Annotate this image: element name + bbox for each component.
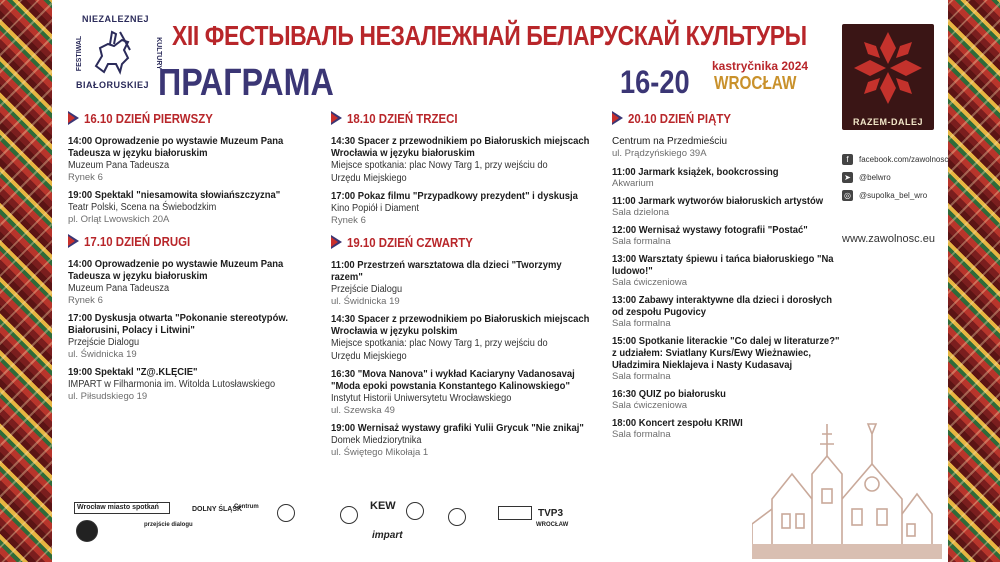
event-place: Miejsce spotkania: plac Nowy Targ 1, przy wejściu do Urzędu Miejskiego [331,160,548,184]
event-title: 12:00 Wernisaż wystawy fotografii "Postać" [612,224,808,236]
event-place: Muzeum Pana Tadeusza [68,283,170,294]
event-title: 14:00 Oprowadzenie po wystawie Muzeum Pana Tadeusza w języku białoruskim [68,135,284,159]
w-logo-icon [76,520,98,542]
event-title: 19:00 Wernisaż wystawy grafiki Yulii Grycuk "Nie znikaj" [331,422,584,434]
arrow-icon [612,111,623,125]
event-title: 14:30 Spacer z przewodnikiem po Białoruskich miejscach Wrocławia w języku białoruskim [331,135,590,159]
sponsor-logos [72,500,572,552]
event-place: Domek Miedziorytnika [331,435,422,446]
website-link[interactable]: www.zawolnosc.eu [842,233,935,245]
venue-name: Centrum na Przedmieściu [612,136,728,147]
event-room: Sala formalna [612,236,671,247]
festival-month: kastryčnika 2024 [712,59,809,73]
event-place: Muzeum Pana Tadeusza [68,160,170,171]
event-address: ul. Świdnicka 19 [68,349,137,360]
wroclaw-logo-text: Wrocław miasto spotkań [77,504,159,511]
day-16 [68,108,328,226]
day-header [68,231,328,251]
social-facebook[interactable] [842,150,952,168]
instagram-icon: ◎ [842,190,853,201]
day-18 [331,108,591,227]
event-title: 17:00 Pokaz filmu "Przypadkowy prezydent" i dyskusja [331,190,578,202]
day-title: 18.10 DZIEŃ TRZECI [347,110,458,126]
logo-text-left: FESTIWAL [76,35,84,72]
logo-text-bottom: BIAŁORUSKIEJ [76,80,150,90]
event [331,259,591,308]
social-text: @belwro [859,172,891,182]
event-title: 14:30 Spacer z przewodnikiem po Białoruskich miejscach Wrocławia w języku polskim [331,313,590,337]
kew-logo-text: KEW [370,500,396,512]
event [612,335,840,383]
day-header [331,232,591,252]
event [612,195,840,219]
event-title: 19:00 Spektakl "niesamowita słowiańszczyzna" [68,189,281,201]
event [612,166,840,190]
razem-dalej-label: RAZEM-DALEJ [853,117,923,127]
razem-dalej-logo [842,24,934,130]
event-title: 14:00 Oprowadzenie po wystawie Muzeum Pana Tadeusza w języku białoruskim [68,258,284,282]
event [68,312,328,361]
event-title: 15:00 Spotkanie literackie "Co dalej w literaturze?" z udziałem: Sviatlany Kurs/Ewy Wieżnawiec, Uładzimira Nieklajeva i Nasty Kudasavaj [612,335,840,371]
event-room: Sala formalna [612,371,671,382]
event-title: 13:00 Zabawy interaktywne dla dzieci i dorosłych od zespołu Pugovicy [612,294,833,318]
arrow-icon [68,234,79,248]
day-title: 17.10 DZIEŃ DRUGI [84,233,191,249]
event [331,368,591,417]
logo-text-top: NIEZALEZNEJ [82,14,150,24]
event [612,253,840,289]
event [331,313,591,363]
event-address: pl. Orląt Lwowskich 20A [68,214,170,225]
event [331,135,591,185]
event-title: 19:00 Spektakl "Z@.KLĘCIE" [68,366,198,378]
town-hall-illustration [752,404,942,559]
social-instagram[interactable] [842,186,952,204]
partner-logo-icon [340,506,358,524]
event-place: Instytut Historii Uniwersytetu Wrocławskiego [331,393,512,404]
arrow-icon [331,235,342,249]
event-room: Sala formalna [612,318,671,329]
column-3 [612,108,840,446]
venue-address: ul. Prądzyńskiego 39A [612,148,707,159]
event-room: Akwarium [612,178,654,189]
ornament-star-icon [850,28,926,108]
day-title: 19.10 DZIEŃ CZWARTY [347,234,473,250]
event-place: Teatr Polski, Scena na Świebodzkim [68,202,217,213]
event [68,258,328,307]
event-title: 17:00 Dyskusja otwarta "Pokonanie stereotypów. Białorusini, Polacy i Litwini" [68,312,288,336]
day-20 [612,108,840,441]
event-address: ul. Świdnicka 19 [331,296,400,307]
event-address: ul. Szewska 49 [331,405,395,416]
arrow-icon [68,111,79,125]
social-text: facebook.com/zawolnosc [859,154,949,164]
social-text: @supolka_bel_wro [859,190,928,200]
social-links [842,150,952,204]
event-address: ul. Piłsudskiego 19 [68,391,148,402]
ornament-border-right [948,0,1000,562]
program-heading: ПРАГРАМА [158,62,334,104]
social-telegram[interactable] [842,168,952,186]
day-17 [68,231,328,403]
logo-text-right: KULTURY [154,37,162,70]
ornament-border-left [0,0,52,562]
event [68,366,328,403]
event-room: Sala formalna [612,429,671,440]
arrow-icon [331,111,342,125]
tvp-logo-text: TVP3 [538,508,564,519]
event [612,224,840,248]
event-place: Kino Popiół i Diament [331,203,419,214]
event-room: Sala dzielona [612,207,670,218]
day-title: 20.10 DZIEŃ PIĄTY [628,110,732,126]
event-address: Rynek 6 [68,295,103,306]
event-title: 13:00 Warsztaty śpiewu i tańca białoruskiego "Na ludowo!" [612,253,834,277]
event-place: Miejsce spotkania: plac Nowy Targ 1, przy wejściu do Urzędu Miejskiego [331,338,548,362]
festival-dates: 16-20 [620,64,690,100]
partner-logo-icon [277,504,295,522]
centrum-logo-text: Centrum [234,504,259,510]
dolny-slask-logo-text: DOLNY ŚLĄSK [192,506,243,513]
przejscie-logo-text: przejście dialogu [144,522,193,528]
tvp-city-text: WROCŁAW [536,522,569,528]
event-title: 16:30 QUIZ po białorusku [612,388,726,400]
day-header [612,108,840,128]
event-place: Przejście Dialogu [331,284,403,295]
day-19 [331,232,591,459]
event-room: Sala ćwiczeniowa [612,277,687,288]
festival-title: XII ФЕСТЫВАЛЬ НЕЗАЛЕЖНАЙ БЕЛАРУСКАЙ КУЛЬТУРЫ [172,20,807,51]
event-place: IMPART w Filharmonia im. Witolda Lutosławskiego [68,379,276,390]
event-title: 11:00 Jarmark wytworów białoruskich artystów [612,195,824,207]
event-title: 11:00 Jarmark książek, bookcrossing [612,166,779,178]
event-title: 16:30 "Mova Nanova" i wykład Kaciaryny Vadanosavaj "Moda epoki powstania Konstantego Kalinowskiego" [331,368,575,392]
event [612,294,840,330]
event-address: Rynek 6 [68,172,103,183]
event [68,189,328,226]
event-place: Przejście Dialogu [68,337,140,348]
partner-logo-icon [406,502,424,520]
festival-logo [72,14,162,94]
event-title: 18:00 Koncert zespołu KRIWI [612,417,743,429]
day-header [68,108,328,128]
event-room: Sala ćwiczeniowa [612,400,687,411]
event [331,190,591,227]
event [331,422,591,459]
event [68,135,328,184]
knight-rider-icon [90,28,136,76]
festival-city: WROCŁAW [714,73,797,93]
partner-logo-icon [448,508,466,526]
facebook-icon: f [842,154,853,165]
column-2 [331,108,591,464]
day-title: 16.10 DZIEŃ PIERWSZY [84,110,213,126]
telegram-icon: ➤ [842,172,853,183]
column-1 [68,108,328,408]
partner-logo [498,506,532,520]
event-title: 11:00 Przestrzeń warsztatowa dla dzieci "Tworzymy razem" [331,259,562,283]
event-address: ul. Świętego Mikołaja 1 [331,447,429,458]
event-address: Rynek 6 [331,215,366,226]
impart-logo-text: impart [372,530,403,541]
day-header [331,108,591,128]
